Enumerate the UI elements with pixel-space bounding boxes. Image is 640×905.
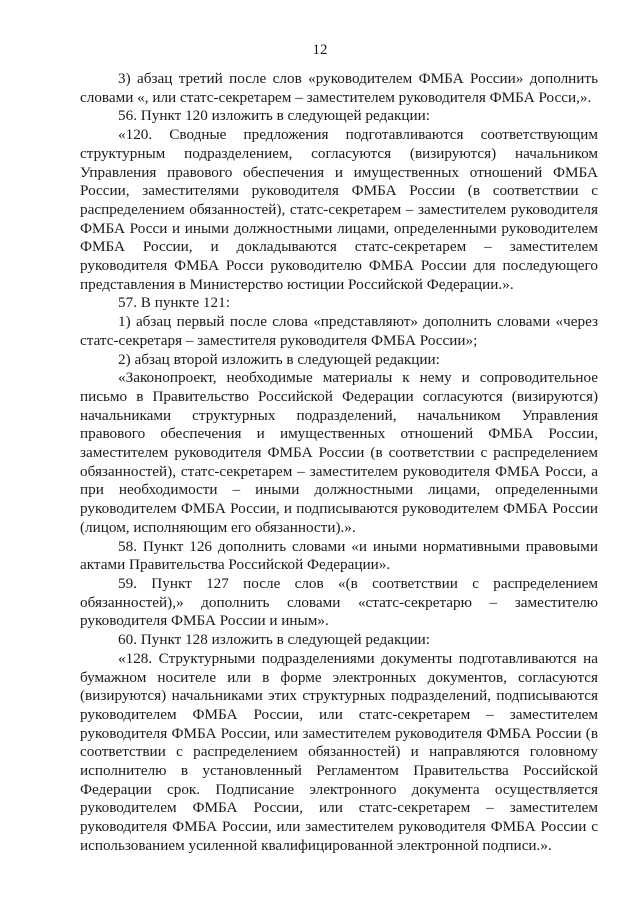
paragraph-60-heading: 60. Пункт 128 изложить в следующей редакции: [118,631,431,649]
paragraph-58: 58. Пункт 126 дополнить словами «и иными нормативными правовыми актами Правительства Российской Федерации». [80,537,598,574]
page-number: 12 [312,42,328,58]
paragraph-59: 59. Пункт 127 после слов «(в соответствии с распределением обязанностей),» дополнить словами «статс-секретарю – заместителю руководителя ФМБА России и иным». [80,574,598,630]
paragraph-57-heading: 57. В пункте 121: [118,294,230,312]
paragraph-item-3-amendment: 3) абзац третий после слов «руководителем ФМБА России» дополнить словами «, или статс-секретарем – заместителем руководителя ФМБА Росси,». [80,70,598,106]
paragraph-56-heading: 56. Пункт 120 изложить в следующей редакции: [118,107,431,125]
paragraph-120-text: «120. Сводные предложения подготавливаются соответствующим структурным подразделением, согласуются (визируются) начальником Управления правового обеспечения и имущественных отношений ФМБА России, заместителями руководителя ФМБА России (в соответствии с распределением обязанностей), статс-секретарем – заместителем руководителя ФМБА Росси и иными должностными лицами, определенными руководителем ФМБА России, и докладываются статс-секретарем – заместителем руководителя ФМБА Росси руководителю ФМБА России для последующего представления в Министерство юстиции Российской Федерации.». [80,126,598,293]
paragraph-57-item-2: 2) абзац второй изложить в следующей редакции: [118,350,440,368]
paragraph-57-item-1: 1) абзац первый после слова «представляют» дополнить словами «через статс-секретаря – заместителя руководителя ФМБА России»; [80,313,598,349]
paragraph-bill-text: «Законопроект, необходимые материалы к нему и сопроводительное письмо в Правительство Российской Федерации согласуются (визируются) начальниками структурных подразделений, начальником Управления правового обеспечения и имущественных отношений ФМБА России, заместителем руководителя ФМБА России (в соответствии с распределением обязанностей), статс-секретарем – заместителем руководителя ФМБА Росси, а при необходимости – иными должностными лицами, определенными руководителем ФМБА России, и подписываются руководителем ФМБА России (лицом, исполняющим его обязанности).». [80,369,598,536]
paragraph-128-text: «128. Структурными подразделениями документы подготавливаются на бумажном носителе или в форме электронных документов, согласуются (визируются) начальниками этих структурных подразделений, подписываются руководителем ФМБА России, или статс-секретарем – заместителем руководителя ФМБА России, или заместителем руководителя ФМБА России (в соответствии с распределением обязанностей) и направляются головному исполнителю в установленный Регламентом Правительства Российской Федерации срок. Подписание электронного документа осуществляется руководителем ФМБА России, или статс-секретарем – заместителем руководителя ФМБА России, или заместителем руководителя ФМБА России с использованием усиленной квалифицированной электронной подписи.». [80,649,598,854]
document-body [80,70,598,856]
